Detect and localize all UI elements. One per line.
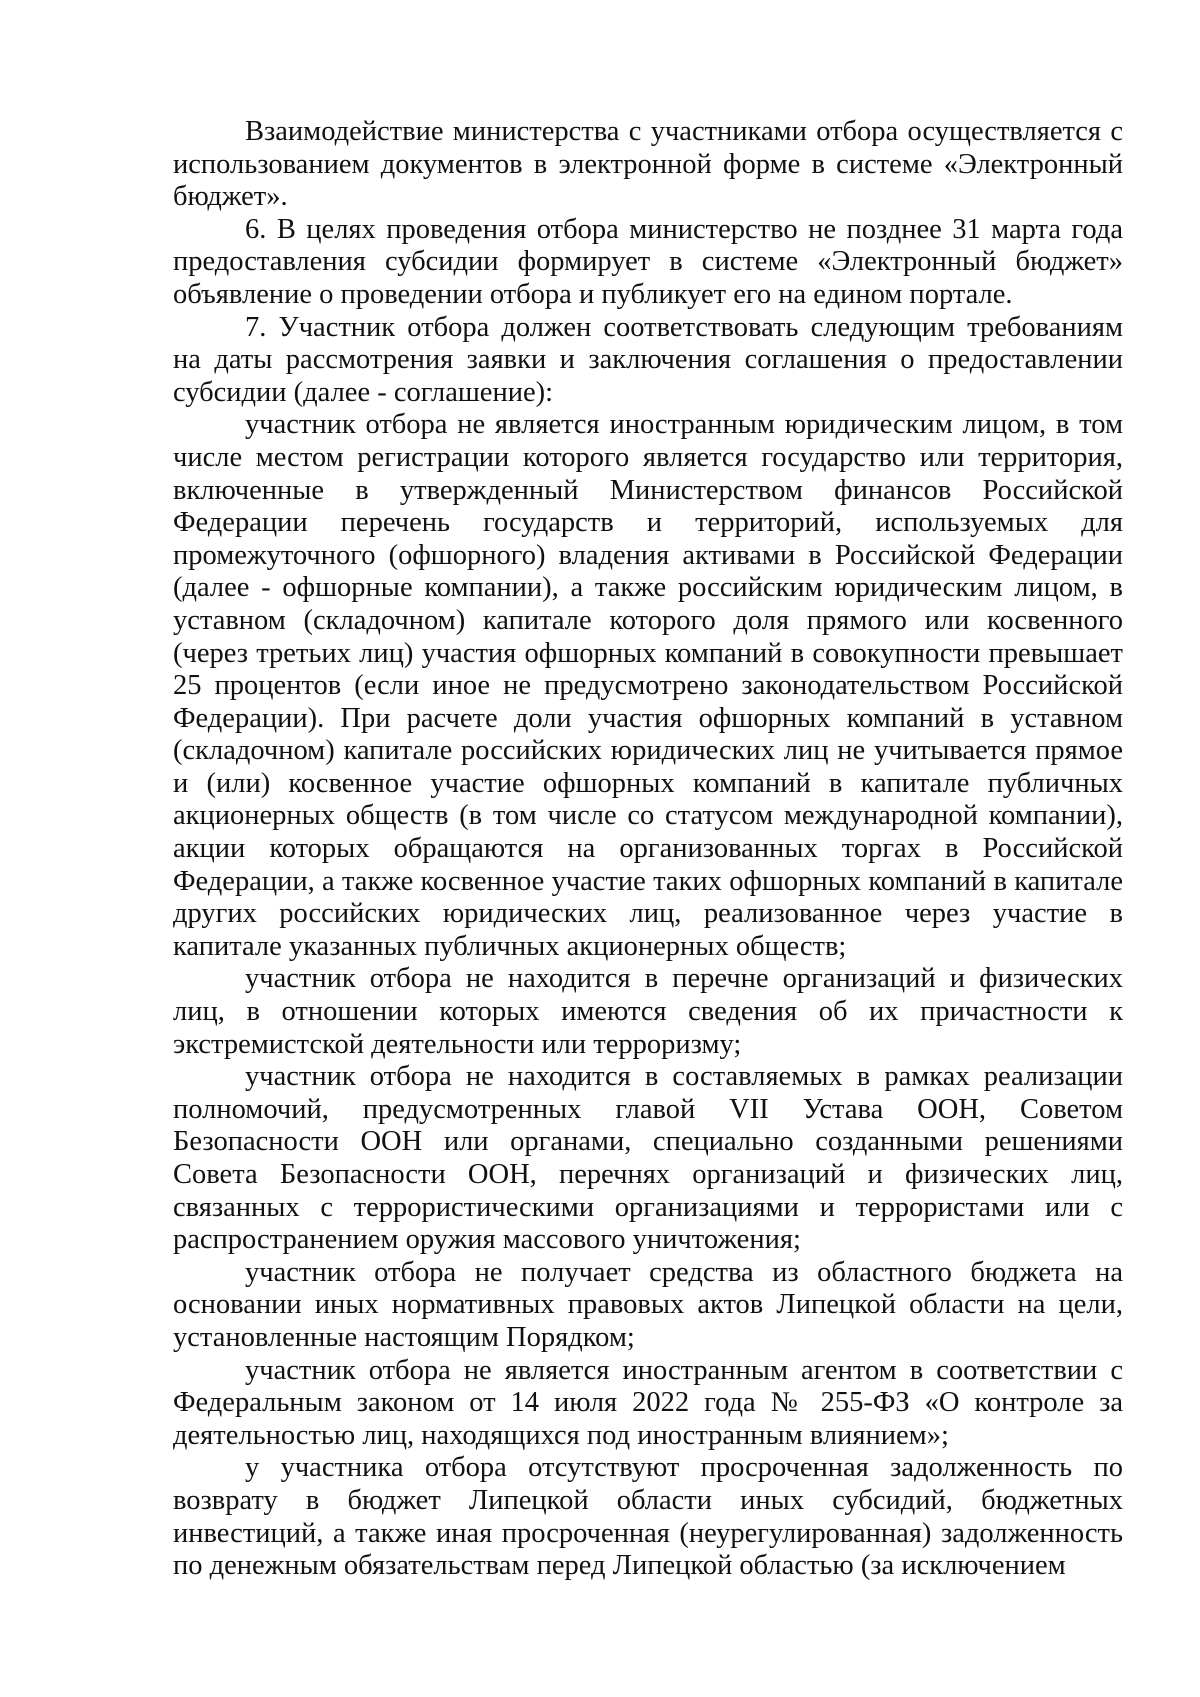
paragraph-foreign-agent-requirement: участник отбора не является иностранным агентом в соответствии с Федеральным законом от 14 июля 2022 года № 255-ФЗ «О контроле за деятельностью лиц, находящихся под иностранным влиянием»; (173, 1354, 1123, 1451)
document-body (173, 116, 1123, 1583)
paragraph-interaction: Взаимодействие министерства с участниками отбора осуществляется с использованием документов в электронной форме в системе «Электронный бюджет». (173, 116, 1123, 213)
paragraph-item-7: 7. Участник отбора должен соответствовать следующим требованиям на даты рассмотрения заявки и заключения соглашения о предоставлении субсидии (далее - соглашение): (173, 311, 1123, 408)
paragraph-offshore-requirement: участник отбора не является иностранным юридическим лицом, в том числе местом регистрации которого является государство или территория, включенные в утвержденный Министерством финансов Российской Федерации перечень государств и территорий, используемых для промежуточного (офшорного) владения активами в Российской Федерации (далее - офшорные компании), а также российским юридическим лицом, в уставном (складочном) капитале которого доля прямого или косвенного (через третьих лиц) участия офшорных компаний в совокупности превышает 25 процентов (если иное не предусмотрено законодательством Российской Федерации). При расчете доли участия офшорных компаний в уставном (складочном) капитале российских юридических лиц не учитывается прямое и (или) косвенное участие офшорных компаний в капитале публичных акционерных обществ (в том числе со статусом международной компании), акции которых обращаются на организованных торгах в Российской Федерации, а также косвенное участие таких офшорных компаний в капитале других российских юридических лиц, реализованное через участие в капитале указанных публичных акционерных обществ; (173, 409, 1123, 962)
paragraph-un-sanctions-requirement: участник отбора не находится в составляемых в рамках реализации полномочий, предусмотренных главой VII Устава ООН, Советом Безопасности ООН или органами, специально созданными решениями Совета Безопасности ООН, перечнях организаций и физических лиц, связанных с террористическими организациями и террористами или с распространением оружия массового уничтожения; (173, 1061, 1123, 1256)
paragraph-item-6: 6. В целях проведения отбора министерство не позднее 31 марта года предоставления субсидии формирует в системе «Электронный бюджет» объявление о проведении отбора и публикует его на едином портале. (173, 213, 1123, 310)
paragraph-regional-budget-requirement: участник отбора не получает средства из областного бюджета на основании иных нормативных правовых актов Липецкой области на цели, установленные настоящим Порядком; (173, 1256, 1123, 1353)
paragraph-debt-requirement: у участника отбора отсутствуют просроченная задолженность по возврату в бюджет Липецкой области иных субсидий, бюджетных инвестиций, а также иная просроченная (неурегулированная) задолженность по денежным обязательствам перед Липецкой областью (за исключением (173, 1452, 1123, 1582)
paragraph-extremism-requirement: участник отбора не находится в перечне организаций и физических лиц, в отношении которых имеются сведения об их причастности к экстремистской деятельности или терроризму; (173, 963, 1123, 1060)
